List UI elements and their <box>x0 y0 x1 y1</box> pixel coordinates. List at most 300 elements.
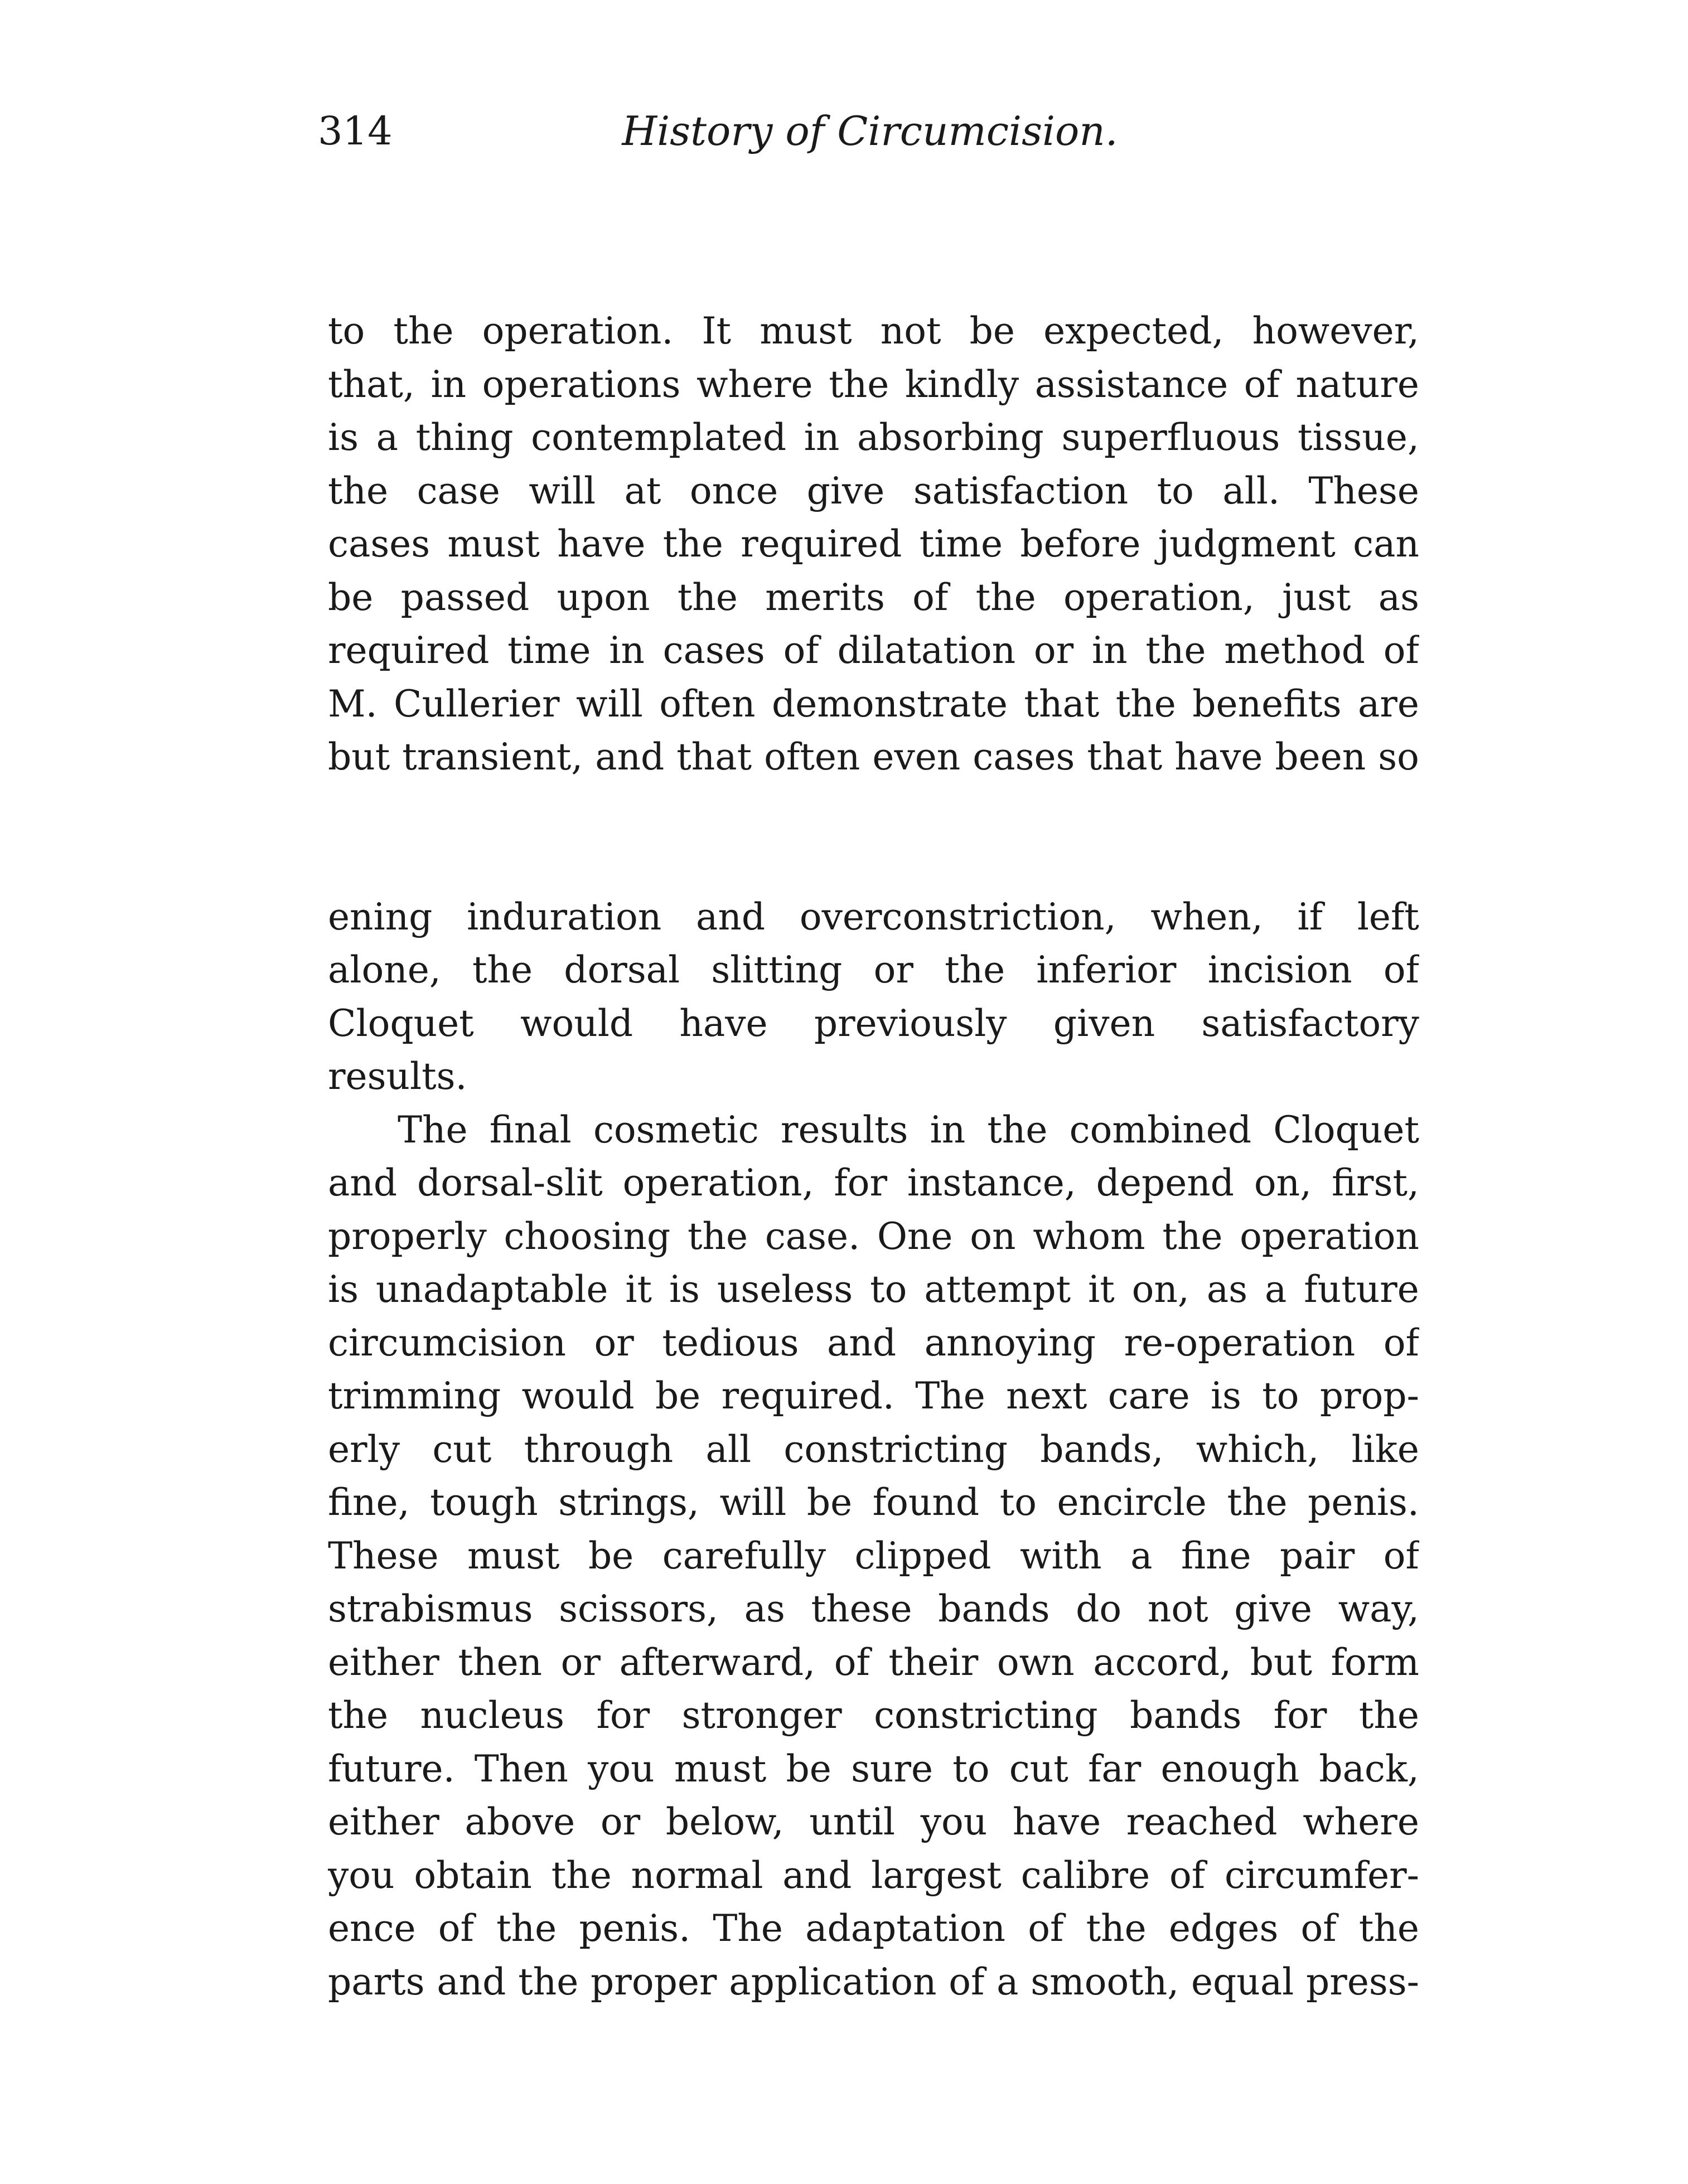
text-line <box>328 1476 1419 1529</box>
word: you <box>920 1800 988 1843</box>
word: will <box>576 682 643 725</box>
word: but <box>328 735 390 778</box>
word: have <box>679 1001 768 1045</box>
word: press- <box>1306 1960 1419 2003</box>
word: until <box>809 1800 896 1843</box>
word: of <box>1383 629 1419 672</box>
word: operation, <box>1063 575 1255 619</box>
word: to <box>870 1268 907 1311</box>
word: The <box>713 1907 783 1950</box>
text-line <box>328 517 1419 571</box>
word: benefits <box>1192 682 1342 725</box>
word: the <box>987 1108 1048 1151</box>
word: you <box>328 1853 395 1897</box>
word: be <box>328 575 374 619</box>
word: as <box>1378 575 1419 619</box>
word: Then <box>474 1747 568 1790</box>
text-line: results. <box>328 1055 467 1098</box>
word: Cloquet <box>1273 1108 1419 1151</box>
word: not <box>1147 1587 1208 1630</box>
word: the <box>975 575 1036 619</box>
word: and <box>696 895 766 938</box>
word: a <box>376 416 398 459</box>
word: circumcision <box>328 1321 566 1364</box>
word: that <box>1024 682 1100 725</box>
word: must <box>467 1534 560 1577</box>
text-line <box>328 358 1419 411</box>
word: of <box>1383 1534 1419 1577</box>
word: dorsal <box>564 948 680 991</box>
word: been <box>1275 735 1366 778</box>
word: pair <box>1280 1534 1355 1577</box>
word: of <box>949 1960 985 2003</box>
word: which, <box>1196 1427 1319 1471</box>
word: passed <box>400 575 530 619</box>
word: fine <box>1181 1534 1251 1577</box>
word: is <box>1210 1374 1241 1417</box>
word: tissue, <box>1298 416 1419 459</box>
word: attempt <box>924 1268 1071 1311</box>
word: at <box>624 469 661 512</box>
word: trimming <box>328 1374 501 1417</box>
word: be <box>588 1534 634 1577</box>
word: and <box>328 1161 398 1204</box>
word: a <box>1130 1534 1153 1577</box>
word: next <box>1006 1374 1087 1417</box>
text-line <box>328 1849 1419 1902</box>
word: prop- <box>1319 1374 1419 1417</box>
word: tedious <box>662 1321 799 1364</box>
word: demonstrate <box>771 682 1008 725</box>
word: if <box>1297 895 1323 938</box>
page-number: 314 <box>318 108 393 154</box>
word: form <box>1331 1640 1419 1684</box>
text-line <box>328 251 1419 305</box>
word: it <box>625 1268 652 1311</box>
word: required <box>328 629 490 672</box>
word: penis. <box>1308 1481 1419 1524</box>
word: when, <box>1150 895 1263 938</box>
running-title: History of Circumcision. <box>622 108 1118 154</box>
word: be <box>655 1374 701 1417</box>
word: of <box>438 1907 474 1950</box>
word: dorsal-slit <box>417 1161 603 1204</box>
word: with <box>1020 1534 1102 1577</box>
word: that <box>676 735 752 778</box>
word: nucleus <box>420 1694 565 1737</box>
word: obtain <box>414 1853 532 1897</box>
word: that, <box>328 362 415 406</box>
word: give <box>806 469 885 512</box>
text-line <box>328 464 1419 518</box>
word: circumfer- <box>1224 1853 1419 1897</box>
word: judgment <box>1158 522 1336 565</box>
text-line <box>328 1263 1419 1316</box>
word: so <box>1378 735 1419 778</box>
word: to <box>952 1747 990 1790</box>
word: inferior <box>1036 948 1177 991</box>
word: choosing <box>504 1214 671 1258</box>
word: would <box>521 1374 635 1417</box>
word: must <box>674 1747 767 1790</box>
word: operation <box>1240 1214 1419 1258</box>
word: not <box>880 309 941 352</box>
word: transient, <box>402 735 583 778</box>
word: like <box>1351 1427 1419 1471</box>
word: case. <box>765 1214 860 1258</box>
text-line <box>328 1369 1419 1423</box>
word: M. <box>328 682 378 725</box>
text-line <box>328 571 1419 624</box>
word: all <box>705 1427 752 1471</box>
word: have <box>557 522 646 565</box>
word: will <box>719 1481 787 1524</box>
word: through <box>524 1427 674 1471</box>
word: dilatation <box>837 629 1016 672</box>
word: of <box>783 629 819 672</box>
word: once <box>689 469 778 512</box>
word: useless <box>717 1268 853 1311</box>
word: left <box>1357 895 1419 938</box>
word: is <box>328 1268 359 1311</box>
word: of <box>1383 948 1419 991</box>
word: merits <box>765 575 885 619</box>
word: required <box>741 522 902 565</box>
word: of <box>1028 1907 1064 1950</box>
word: properly <box>328 1214 487 1258</box>
word: a <box>1265 1268 1287 1311</box>
word: be <box>806 1481 853 1524</box>
word: way, <box>1338 1587 1419 1630</box>
word: is <box>328 416 359 459</box>
word: these <box>811 1587 912 1630</box>
word: calibre <box>1020 1853 1150 1897</box>
word: the <box>1358 1694 1419 1737</box>
word: afterward, <box>619 1640 816 1684</box>
word: bands <box>938 1587 1050 1630</box>
word: the <box>945 948 1005 991</box>
word: the <box>1115 682 1176 725</box>
word: the <box>662 522 723 565</box>
word: cosmetic <box>593 1108 759 1151</box>
text-line <box>328 997 1419 1050</box>
word: the <box>1358 1907 1419 1950</box>
word: required. <box>721 1374 894 1417</box>
text-line <box>328 198 1419 251</box>
word: the <box>472 948 533 991</box>
text-line <box>328 411 1419 464</box>
word: have <box>1174 735 1263 778</box>
word: first, <box>1332 1161 1419 1204</box>
word: The <box>915 1374 985 1417</box>
text-line <box>328 837 1419 890</box>
word: or <box>873 948 913 991</box>
word: however, <box>1252 309 1419 352</box>
word: above <box>465 1800 575 1843</box>
word: depend <box>1096 1161 1235 1204</box>
word: then <box>458 1640 543 1684</box>
word: in <box>609 629 645 672</box>
word: largest <box>871 1853 1002 1897</box>
word: strabismus <box>328 1587 533 1630</box>
word: in <box>1091 629 1128 672</box>
word: operations <box>482 362 681 406</box>
text-line <box>328 943 1419 997</box>
word: slitting <box>711 948 843 991</box>
word: even <box>872 735 961 778</box>
word: must <box>447 522 540 565</box>
word: bands <box>1130 1694 1242 1737</box>
word: where <box>696 362 813 406</box>
word: The <box>398 1108 468 1151</box>
text-line <box>328 1955 1419 2009</box>
word: the <box>1086 1907 1147 1950</box>
word: to <box>999 1481 1037 1524</box>
text-line <box>328 1902 1419 1955</box>
word: cases <box>662 629 765 672</box>
word: can <box>1353 522 1419 565</box>
word: would <box>520 1001 633 1045</box>
word: unadaptable <box>375 1268 608 1311</box>
word: the <box>829 362 889 406</box>
word: be <box>786 1747 831 1790</box>
word: superfluous <box>1061 416 1280 459</box>
word: for <box>596 1694 650 1737</box>
word: either <box>328 1800 439 1843</box>
word: on, <box>1131 1268 1189 1311</box>
word: the <box>1227 1481 1288 1524</box>
word: will <box>529 469 596 512</box>
word: sure <box>851 1747 934 1790</box>
word: be <box>969 309 1015 352</box>
word: or <box>600 1800 641 1843</box>
text-line <box>328 1795 1419 1849</box>
word: tough <box>430 1481 538 1524</box>
word: satisfactory <box>1201 1001 1419 1045</box>
text-line <box>328 784 1419 837</box>
word: instance, <box>907 1161 1076 1204</box>
text-line <box>328 1316 1419 1370</box>
word: of <box>912 575 949 619</box>
word: to <box>1262 1374 1299 1417</box>
word: that <box>1087 735 1163 778</box>
word: of <box>834 1640 870 1684</box>
word: It <box>702 309 732 352</box>
word: alone, <box>328 948 441 991</box>
text-line <box>328 1742 1419 1796</box>
word: the <box>677 575 738 619</box>
word: given <box>1053 1001 1155 1045</box>
word: ening <box>328 895 433 938</box>
word: have <box>1012 1800 1101 1843</box>
text-line <box>328 677 1419 731</box>
word: where <box>1303 1800 1419 1843</box>
word: equal <box>1191 1960 1294 2003</box>
word: for <box>834 1161 888 1204</box>
word: carefully <box>662 1534 826 1577</box>
word: cut <box>432 1427 492 1471</box>
word: scissors, <box>559 1587 718 1630</box>
text-line <box>328 1582 1419 1636</box>
word: normal <box>631 1853 763 1897</box>
word: on <box>970 1214 1016 1258</box>
text-line <box>328 730 1419 784</box>
word: in <box>431 362 467 406</box>
word: the <box>518 1960 579 2003</box>
text-line <box>328 1103 1419 1157</box>
word: time <box>507 629 591 672</box>
word: for <box>1273 1694 1327 1737</box>
word: overconstriction, <box>799 895 1116 938</box>
word: the <box>551 1853 612 1897</box>
word: results <box>780 1108 908 1151</box>
word: expected, <box>1043 309 1224 352</box>
word: care <box>1107 1374 1190 1417</box>
word: stronger <box>681 1694 842 1737</box>
word: accord, <box>1093 1640 1232 1684</box>
word: nature <box>1295 362 1419 406</box>
word: give <box>1234 1587 1312 1630</box>
word: enough <box>1160 1747 1300 1790</box>
word: or <box>1033 629 1074 672</box>
word: in <box>804 416 840 459</box>
word: strings, <box>558 1481 699 1524</box>
word: cases <box>973 735 1075 778</box>
word: just <box>1282 575 1351 619</box>
text-line <box>328 1156 1419 1210</box>
word: proper <box>591 1960 717 2003</box>
word: parts <box>328 1960 425 2003</box>
word: edges <box>1168 1907 1279 1950</box>
word: encircle <box>1057 1481 1207 1524</box>
word: in <box>930 1108 966 1151</box>
text-line <box>328 624 1419 677</box>
text-line <box>328 1423 1419 1476</box>
word: the <box>1145 629 1206 672</box>
word: to <box>328 309 365 352</box>
word: constricting <box>874 1694 1098 1737</box>
word: do <box>1076 1587 1122 1630</box>
word: ence <box>328 1907 416 1950</box>
text-line <box>328 1689 1419 1742</box>
word: the <box>687 1214 748 1258</box>
word: future. <box>328 1747 455 1790</box>
word: you <box>588 1747 655 1790</box>
word: on, <box>1254 1161 1312 1204</box>
word: their <box>888 1640 979 1684</box>
word: and <box>595 735 665 778</box>
word: operation, <box>622 1161 814 1204</box>
word: but <box>1250 1640 1312 1684</box>
word: of <box>1383 1321 1419 1364</box>
word: kindly <box>905 362 1019 406</box>
word: combined <box>1069 1108 1252 1151</box>
word: case <box>417 469 500 512</box>
word: incision <box>1207 948 1352 991</box>
word: the <box>496 1907 557 1950</box>
word: as <box>744 1587 785 1630</box>
word: the <box>1162 1214 1223 1258</box>
word: a <box>997 1960 1019 2003</box>
word: satisfaction <box>913 469 1129 512</box>
word: as <box>1206 1268 1248 1311</box>
word: fine, <box>328 1481 410 1524</box>
word: back, <box>1319 1747 1419 1790</box>
word: erly <box>328 1427 400 1471</box>
word: whom <box>1033 1214 1145 1258</box>
word: bands, <box>1040 1427 1164 1471</box>
word: is <box>669 1268 700 1311</box>
word: of <box>1300 1907 1337 1950</box>
word: own <box>997 1640 1075 1684</box>
word: must <box>760 309 852 352</box>
word: all. <box>1222 469 1280 512</box>
word: or <box>594 1321 634 1364</box>
word: final <box>489 1108 572 1151</box>
word: contemplated <box>531 416 787 459</box>
word: method <box>1224 629 1365 672</box>
word: Cullerier <box>394 682 560 725</box>
word: adaptation <box>805 1907 1006 1950</box>
word: cases <box>328 522 431 565</box>
word: penis. <box>579 1907 691 1950</box>
text-line <box>328 304 1419 358</box>
text-line <box>328 1529 1419 1583</box>
word: are <box>1358 682 1419 725</box>
body-text <box>328 198 1419 2008</box>
page-header <box>318 98 1422 164</box>
word: far <box>1088 1747 1142 1790</box>
word: to <box>1157 469 1194 512</box>
word: These <box>1308 469 1419 512</box>
word: previously <box>814 1001 1007 1045</box>
word: thing <box>415 416 514 459</box>
word: or <box>560 1640 601 1684</box>
word: assistance <box>1034 362 1228 406</box>
word: Cloquet <box>328 1001 474 1045</box>
word: upon <box>557 575 650 619</box>
word: often <box>659 682 756 725</box>
word: annoying <box>924 1321 1096 1364</box>
word: and <box>782 1853 852 1897</box>
word: application <box>729 1960 937 2003</box>
word: of <box>1169 1853 1206 1897</box>
word: it <box>1088 1268 1115 1311</box>
word: of <box>1244 362 1280 406</box>
word: below, <box>665 1800 784 1843</box>
word: the <box>393 309 454 352</box>
word: These <box>328 1534 439 1577</box>
word: constricting <box>783 1427 1008 1471</box>
word: absorbing <box>857 416 1044 459</box>
text-line <box>328 1636 1419 1689</box>
word: operation. <box>482 309 674 352</box>
word: re-operation <box>1124 1321 1356 1364</box>
word: often <box>764 735 860 778</box>
word: future <box>1304 1268 1419 1311</box>
word: reached <box>1126 1800 1278 1843</box>
word: found <box>872 1481 980 1524</box>
word: either <box>328 1640 439 1684</box>
word: clipped <box>854 1534 991 1577</box>
word: before <box>1020 522 1141 565</box>
word: time <box>919 522 1003 565</box>
word: and <box>827 1321 897 1364</box>
word: induration <box>467 895 662 938</box>
text-line <box>328 1210 1419 1263</box>
word: the <box>328 1694 389 1737</box>
word: One <box>877 1214 953 1258</box>
